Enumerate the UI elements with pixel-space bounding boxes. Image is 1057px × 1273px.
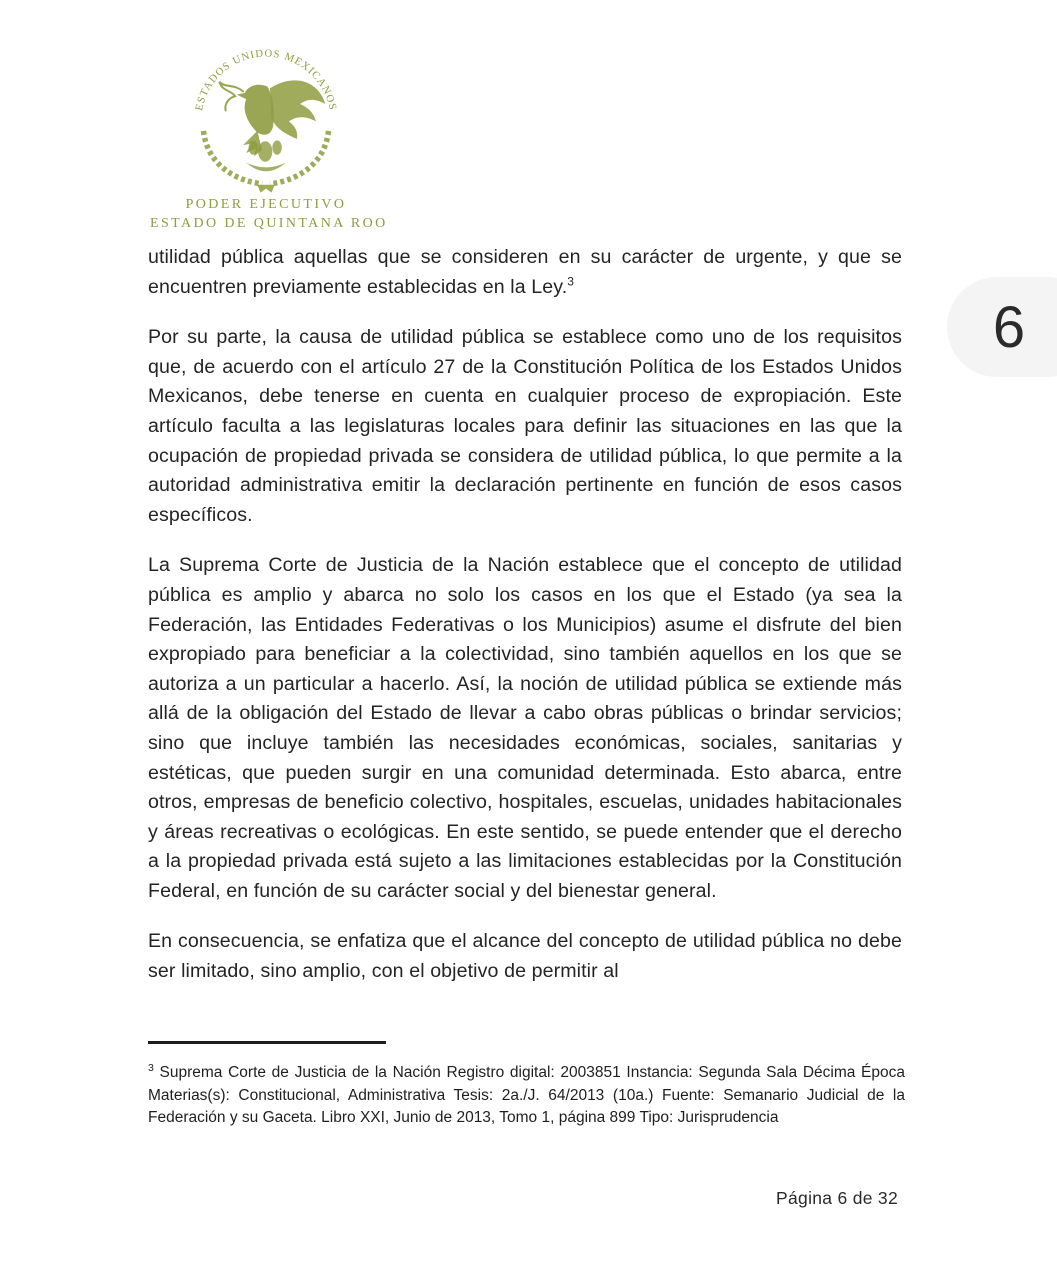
footnote-reference: 3 bbox=[567, 274, 575, 289]
page-indicator: Página 6 de 32 bbox=[776, 1188, 898, 1208]
page-number: 6 bbox=[992, 294, 1026, 360]
body-paragraph-2 bbox=[148, 323, 902, 530]
mexican-coat-of-arms-icon bbox=[175, 36, 357, 195]
seal-eagle bbox=[237, 80, 326, 192]
paragraph-text: utilidad pública aquellas que se consideren en su carácter de urgente, y que se encuentren previamente establecidas en la Ley. bbox=[148, 246, 902, 298]
institution-name-line2: ESTADO DE QUINTANA ROO bbox=[150, 216, 388, 231]
letterhead bbox=[150, 36, 388, 233]
institution-name-line1: PODER EJECUTIVO bbox=[185, 197, 347, 212]
paragraph-text: Por su parte, la causa de utilidad pública se establece como uno de los requisitos que, de acuerdo con el artículo 27 de la Constitución Política de los Estados Unidos Mexicanos, debe tenerse en cuenta en cualquier proceso de expropiación. Este artículo faculta a las legislaturas locales para definir las situaciones en las que la ocupación de propiedad privada se considera de utilidad pública, lo que permite a la autoridad administrativa emitir la declaración pertinente en función de esos casos específicos. bbox=[148, 326, 902, 526]
paragraph-text: En consecuencia, se enfatiza que el alcance del concepto de utilidad pública no debe ser limitado, sino amplio, con el objetivo de permitir al bbox=[148, 930, 902, 983]
body-paragraph-3 bbox=[148, 551, 902, 906]
footnote-marker: 3 bbox=[148, 1062, 154, 1074]
paragraph-text: La Suprema Corte de Justicia de la Nación establece que el concepto de utilidad pública es amplio y abarca no solo los casos en los que el Estado (ya sea la Federación, las Entidades Federativas o los Municipios) asume el disfrute del bien expropiado para beneficiar a la colectividad, sino también aquellos en los que se autoriza a un particular a hacerlo. Así, la noción de utilidad pública se extiende más allá de la obligación del Estado de llevar a cabo obras públicas o brindar servicios; sino que incluye también las necesidades económicas, sociales, sanitarias y estéticas, que pueden surgir en una comunidad determinada. Esto abarca, entre otros, empresas de beneficio colectivo, hospitales, escuelas, unidades habitacionales y áreas recreativas o ecológicas. En este sentido, se puede entender que el derecho a la propiedad privada está sujeto a las limitaciones establecidas por la Constitución Federal, en función de su carácter social y del bienestar general. bbox=[148, 554, 902, 902]
page-number-tab bbox=[947, 277, 1057, 377]
seal-snake bbox=[219, 82, 243, 110]
body-paragraph-4 bbox=[148, 927, 902, 986]
footnote-separator bbox=[148, 1041, 386, 1044]
body-paragraph-1 bbox=[148, 243, 902, 302]
footnote-text: Suprema Corte de Justicia de la Nación Registro digital: 2003851 Instancia: Segunda Sala Décima Época Materias(s): Constitucional, Administrativa Tesis: 2a./J. 64/2013 (10a.) Fuente: Semanario Judicial de la Federación y su Gaceta. Libro XXI, Junio de 2013, Tomo 1, página 899 Tipo: Jurisprudencia bbox=[148, 1064, 906, 1126]
footnote-text-block bbox=[148, 1057, 905, 1129]
seal-circular-text: ESTADOS UNIDOS MEXICANOS bbox=[193, 47, 339, 112]
document-body bbox=[148, 243, 902, 987]
footnote bbox=[148, 1041, 905, 1129]
